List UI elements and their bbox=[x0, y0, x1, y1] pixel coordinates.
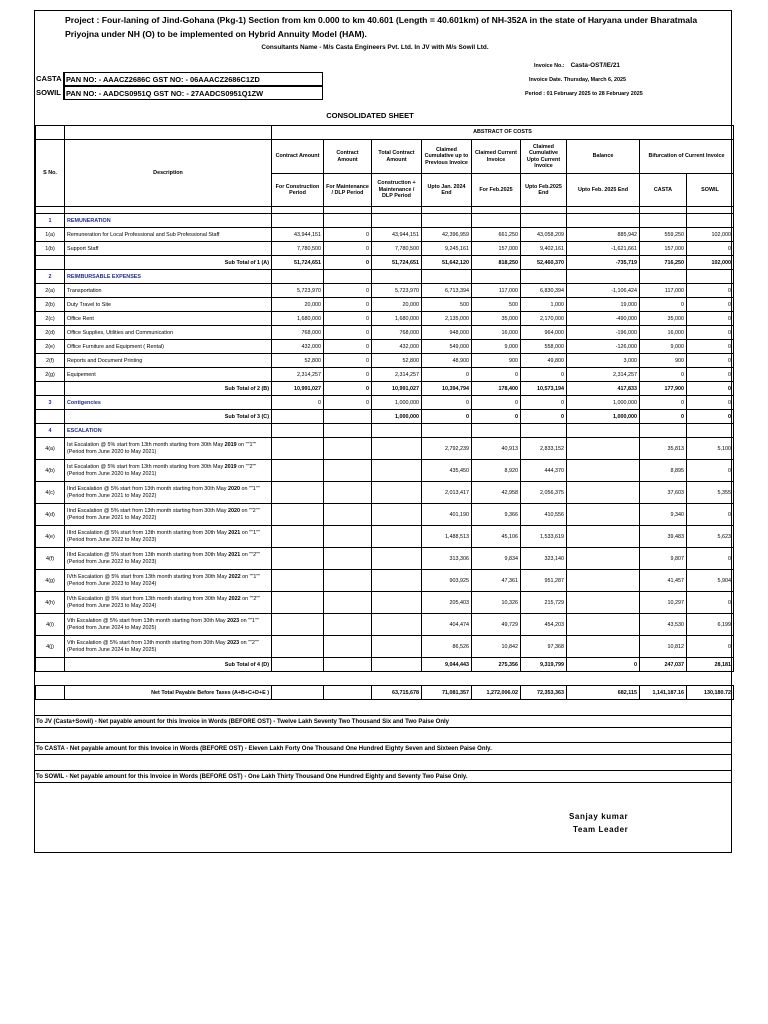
table-row: 2(f) Reports and Document Printing 52,800 0 52,800 48,900 900 49,800 3,000 900 0 bbox=[36, 354, 734, 368]
sub-cum: Upto Feb.2025 End bbox=[521, 174, 567, 207]
signatory-name: Sanjay kumar bbox=[569, 812, 629, 821]
section-row: 1 REMUNERATION bbox=[36, 214, 734, 228]
col-total-contract: Total Contract Amount bbox=[372, 140, 422, 174]
sub-maintenance: For Maintenance / DLP Period bbox=[324, 174, 372, 207]
casta-pan-row bbox=[35, 72, 325, 86]
table-row: 2(g) Equipement 2,314,257 0 2,314,257 0 0 0 2,314,257 0 0 bbox=[36, 368, 734, 382]
invoice-sheet bbox=[34, 10, 732, 853]
sub-casta: CASTA bbox=[640, 174, 687, 207]
table-row: 2(b) Duty Travel to Site 20,000 0 20,000 500 500 1,000 19,000 0 0 bbox=[36, 298, 734, 312]
sowil-pan-gst: PAN NO: - AADCS0951Q GST NO: - 27AADCS0951Q1ZW bbox=[64, 86, 323, 100]
table-row: 1(a) Remuneration for Local Professional and Sub Professional Staff 43,944,151 0 43,944,151 42,396,959 661,250 43,058,209 885,942 559,250 102,000 bbox=[36, 228, 734, 242]
table-row: 4(j) Vth Escalation @ 5% start from 13th month starting from 30th May 2023 on ""2"" (Period from June 2024 to May 2025) 86,526 10,842 97,368 10,812 0 bbox=[36, 636, 734, 658]
col-claimed-cum-current: Claimed Cumulative Upto Current Invoice bbox=[521, 140, 567, 174]
words-jv: To JV (Casta+Sowil) - Net payable amount for this Invoice in Words (BEFORE OST) - Twelve Lakh Seventy Two Thousand Six and Two Paise Only bbox=[35, 715, 731, 728]
table-row: 4(h) IVth Escalation @ 5% start from 13th month starting from 30th May 2022 on ""2"" (Period from June 2023 to May 2024) 205,403 10,326 215,729 10,297 0 bbox=[36, 592, 734, 614]
sub-sowil: SOWIL bbox=[687, 174, 734, 207]
table-row: 4(f) IIIrd Escalation @ 5% start from 13th month starting from 30th May 2021 on ""2"" (Period from June 2022 to May 2023) 313,306 9,834 323,140 9,807 0 bbox=[36, 548, 734, 570]
table-row: 4(i) Vth Escalation @ 5% start from 13th month starting from 30th May 2023 on ""1"" (Period from June 2024 to May 2025) 404,474 49,729 454,203 43,530 6,199 bbox=[36, 614, 734, 636]
table-row: 4(g) IVth Escalation @ 5% start from 13th month starting from 30th May 2022 on ""1"" (Period from June 2023 to May 2024) 903,925 47,361 951,287 41,457 5,904 bbox=[36, 570, 734, 592]
sub-total-period: Construction + Maintenance / DLP Period bbox=[372, 174, 422, 207]
invoice-number-label: Invoice No.: bbox=[534, 63, 565, 69]
sowil-pan-row bbox=[35, 86, 325, 100]
col-claimed-prev: Claimed Cumulative up to Previous Invoice bbox=[422, 140, 472, 174]
table-row: 2(a) Transportation 5,723,970 0 5,723,970 6,713,394 117,000 6,830,394 -1,106,424 117,000 0 bbox=[36, 284, 734, 298]
net-total-row: Net Total Payable Before Taxes (A+B+C+D+E ) 63,715,678 71,081,357 1,272,006.02 72,353,363 682,115 1,141,187.16 130,180.72 bbox=[36, 686, 734, 700]
invoice-number-value: Casta-OST/IE/21 bbox=[570, 62, 620, 69]
invoice-date: Invoice Date. Thursday, March 6, 2025 bbox=[529, 77, 626, 83]
section-row: 3 Contigencies 0 0 1,000,000 0 0 0 1,000,000 0 0 bbox=[36, 396, 734, 410]
casta-tag: CASTA bbox=[35, 72, 64, 86]
invoice-number bbox=[534, 62, 620, 69]
sub-balance: Upto Feb. 2025 End bbox=[567, 174, 640, 207]
abstract-of-costs-table bbox=[35, 125, 734, 700]
consultants-name: Consultants Name - M/s Casta Engineers Pvt. Ltd. In JV with M/s Sowil Ltd. bbox=[261, 44, 489, 51]
col-bifurcation: Bifurcation of Current Invoice bbox=[640, 140, 734, 174]
col-sno: S No. bbox=[36, 140, 65, 207]
col-claimed-current: Claimed Current Invoice bbox=[472, 140, 521, 174]
invoice-period: Period : 01 February 2025 to 28 February 2025 bbox=[525, 91, 643, 97]
subtotal-row: Sub Total of 1 (A) 51,724,651 0 51,724,651 51,642,120 818,250 52,460,370 -735,719 716,250 102,000 bbox=[36, 256, 734, 270]
sub-construction: For Construction Period bbox=[272, 174, 324, 207]
sub-prev: Upto Jan. 2024 End bbox=[422, 174, 472, 207]
col-description: Description bbox=[65, 140, 272, 207]
consolidated-sheet-title: CONSOLIDATED SHEET bbox=[326, 111, 414, 120]
sub-current: For Feb.2025 bbox=[472, 174, 521, 207]
sowil-tag: SOWIL bbox=[35, 86, 64, 100]
table-row: 2(d) Office Supplies, Utilities and Communication 768,000 0 768,000 948,000 16,000 964,000 -196,000 16,000 0 bbox=[36, 326, 734, 340]
table-row: 4(a) Ist Escalation @ 5% start from 13th month starting from 30th May 2019 on ""1"" (Period from June 2020 to May 2021) 2,792,239 40,913 2,833,152 35,813 5,100 bbox=[36, 438, 734, 460]
col-contract-amount-2: Contract Amount bbox=[324, 140, 372, 174]
signatory-role: Team Leader bbox=[573, 825, 629, 834]
words-casta: To CASTA - Net payable amount for this Invoice in Words (BEFORE OST) - Eleven Lakh Forty One Thousand One Hundred Eighty Seven and Sixteen Paise Only. bbox=[35, 742, 731, 755]
table-row: 4(e) IIIrd Escalation @ 5% start from 13th month starting from 30th May 2021 on ""1"" (Period from June 2022 to May 2023) 1,488,513 45,106 1,533,619 39,483 5,623 bbox=[36, 526, 734, 548]
project-title: Project : Four-laning of Jind-Gohana (Pkg-1) Section from km 0.000 to km 40.601 (Length = 40.601km) of NH-352A in the state of Haryana under Bharatmala Priyojna under NH (O) to be implemented on Hybrid Annuity Model (HAM). bbox=[65, 15, 698, 39]
col-balance: Balance bbox=[567, 140, 640, 174]
casta-pan-gst: PAN NO: - AAACZ2686C GST NO: - 06AAACZ2686C1ZD bbox=[64, 72, 323, 86]
abstract-of-costs: ABSTRACT OF COSTS bbox=[272, 126, 734, 140]
words-sowil: To SOWIL - Net payable amount for this Invoice in Words (BEFORE OST) - One Lakh Thirty Thousand One Hundred Eighty and Seventy Two Paise Only. bbox=[35, 770, 731, 783]
section-row: 4 ESCALATION bbox=[36, 424, 734, 438]
table-row: 1(b) Support Staff 7,780,500 0 7,780,500 9,245,161 157,000 9,402,161 -1,621,661 157,000 0 bbox=[36, 242, 734, 256]
subtotal-row: Sub Total of 2 (B) 10,991,027 0 10,991,027 10,394,794 178,400 10,573,194 417,833 177,900 0 bbox=[36, 382, 734, 396]
table-row: 2(c) Office Rent 1,680,000 0 1,680,000 2,135,000 35,000 2,170,000 -490,000 35,000 0 bbox=[36, 312, 734, 326]
table-row: 2(e) Office Furniture and Equipment ( Rental) 432,000 0 432,000 549,000 9,000 558,000 -126,000 9,000 0 bbox=[36, 340, 734, 354]
subtotal-row: Sub Total of 4 (D) 9,044,443 275,356 9,319,799 0 247,037 28,181 bbox=[36, 658, 734, 672]
table-row: 4(c) IInd Escalation @ 5% start from 13th month starting from 30th May 2020 on ""1"" (Period from June 2021 to May 2022) 2,013,417 42,958 2,056,375 37,603 5,355 bbox=[36, 482, 734, 504]
col-contract-amount: Contract Amount bbox=[272, 140, 324, 174]
subtotal-row: Sub Total of 3 (C) 1,000,000 0 0 0 1,000,000 0 0 bbox=[36, 410, 734, 424]
table-row: 4(b) Ist Escalation @ 5% start from 13th month starting from 30th May 2019 on ""2"" (Period from June 2020 to May 2021) 435,450 8,920 444,370 8,895 0 bbox=[36, 460, 734, 482]
section-row: 2 REIMBURSABLE EXPENSES bbox=[36, 270, 734, 284]
table-row: 4(d) IInd Escalation @ 5% start from 13th month starting from 30th May 2020 on ""2"" (Period from June 2021 to May 2022) 401,190 9,366 410,556 9,340 0 bbox=[36, 504, 734, 526]
